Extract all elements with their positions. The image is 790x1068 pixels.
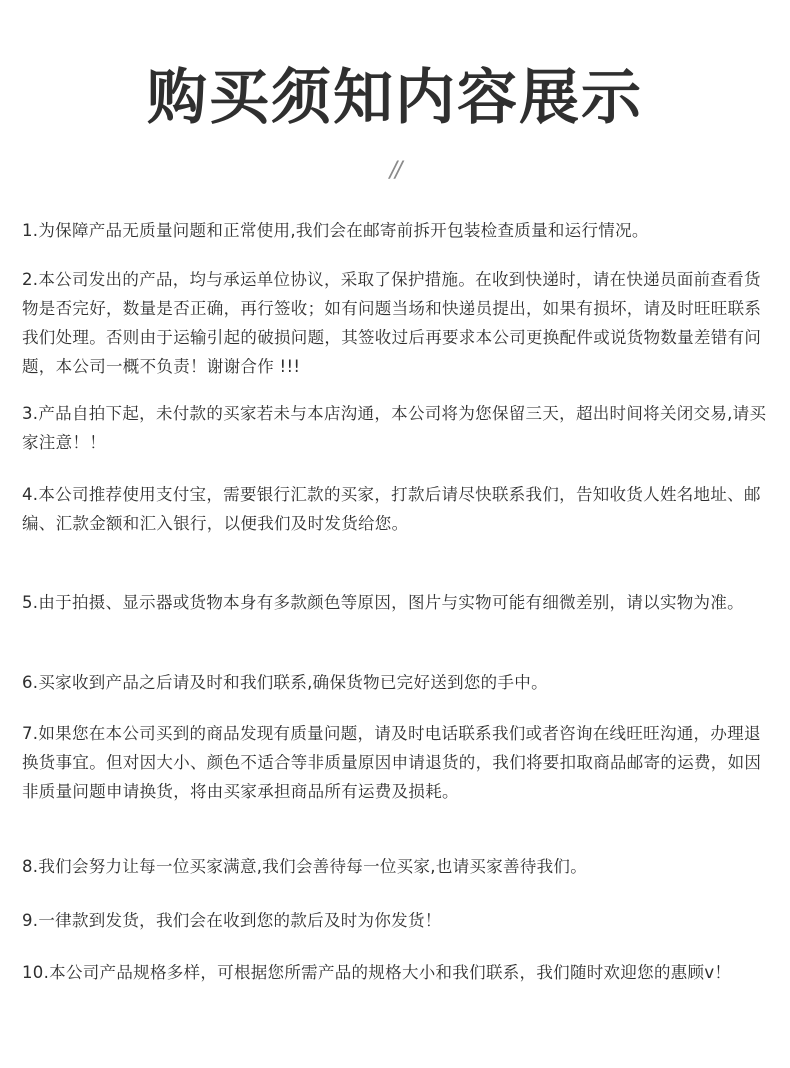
notice-item-2: 2.本公司发出的产品，均与承运单位协议，采取了保护措施。在收到快递时，请在快递员面前查看货物是否完好，数量是否正确，再行签收；如有问题当场和快递员提出，如果有损坏，请及时旺旺联系我们处理。否则由于运输引起的破损问题，其签收过后再要求本公司更换配件或说货物数量差错有问题，本公司一概不负责！谢谢合作 !!! — [22, 270, 762, 376]
notice-item-6: 6.买家收到产品之后请及时和我们联系,确保货物已完好送到您的手中。 — [22, 673, 548, 692]
notice-item-9: 9.一律款到发货，我们会在收到您的款后及时为你发货！ — [22, 911, 442, 930]
notice-item-3: 3.产品自拍下起，未付款的买家若未与本店沟通，本公司将为您保留三天，超出时间将关闭交易,请买家注意！！ — [22, 404, 767, 452]
notice-item-10: 10.本公司产品规格多样，可根据您所需产品的规格大小和我们联系，我们随时欢迎您的惠顾v！ — [22, 963, 732, 982]
page-title: 购买须知内容展示 — [147, 63, 643, 133]
notice-item-4: 4.本公司推荐使用支付宝，需要银行汇款的买家，打款后请尽快联系我们，告知收货人姓名地址、邮编、汇款金额和汇入银行，以便我们及时发货给您。 — [22, 485, 761, 533]
notice-item-1: 1.为保障产品无质量问题和正常使用,我们会在邮寄前拆开包装检查质量和运行情况。 — [22, 221, 649, 240]
notice-item-7: 7.如果您在本公司买到的商品发现有质量问题，请及时电话联系我们或者咨询在线旺旺沟通，办理退换货事宜。但对因大小、颜色不适合等非质量原因申请退货的，我们将要扣取商品邮寄的运费，如因非质量问题申请换货，将由买家承担商品所有运费及损耗。 — [22, 724, 762, 801]
notice-item-8: 8.我们会努力让每一位买家满意,我们会善待每一位买家,也请买家善待我们。 — [22, 857, 588, 876]
notice-item-5: 5.由于拍摄、显示器或货物本身有多款颜色等原因，图片与实物可能有细微差别，请以实物为准。 — [22, 593, 744, 612]
title-divider: // — [389, 158, 401, 183]
